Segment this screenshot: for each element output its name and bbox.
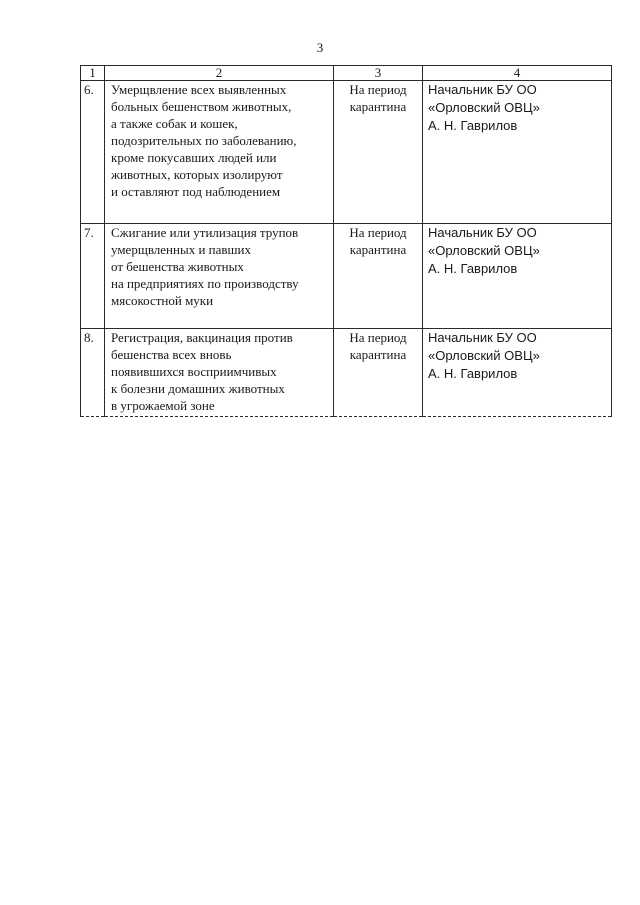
row-number: 7. xyxy=(81,224,105,329)
action-line: Регистрация, вакцинация против xyxy=(111,330,293,345)
responsible-line: Начальник БУ ОО xyxy=(428,82,537,97)
responsible-line: «Орловский ОВЦ» xyxy=(428,243,540,258)
term-line: карантина xyxy=(349,242,407,257)
action-line: больных бешенством животных, xyxy=(111,99,292,114)
header-col-1: 1 xyxy=(81,66,105,81)
responsible-line: «Орловский ОВЦ» xyxy=(428,100,540,115)
term-cell xyxy=(334,329,423,417)
action-line: Сжигание или утилизация трупов xyxy=(111,225,299,240)
action-line: кроме покусавших людей или xyxy=(111,150,277,165)
responsible-line: Начальник БУ ОО xyxy=(428,330,537,345)
header-row xyxy=(81,66,612,81)
term-cell xyxy=(334,81,423,224)
responsible-line: «Орловский ОВЦ» xyxy=(428,348,540,363)
action-cell xyxy=(105,224,334,329)
table-row xyxy=(81,329,612,417)
term-line: карантина xyxy=(349,99,407,114)
action-line: появившихся восприимчивых xyxy=(111,364,277,379)
action-line: в угрожаемой зоне xyxy=(111,398,215,413)
responsible-line: А. Н. Гаврилов xyxy=(428,261,518,276)
action-cell xyxy=(105,81,334,224)
term-line: На период xyxy=(349,225,407,240)
term-line: карантина xyxy=(349,347,407,362)
responsible-line: А. Н. Гаврилов xyxy=(428,118,518,133)
action-line: бешенства всех вновь xyxy=(111,347,232,362)
action-line: подозрительных по заболеванию, xyxy=(111,133,297,148)
term-cell xyxy=(334,224,423,329)
term-line: На период xyxy=(349,82,407,97)
action-line: к болезни домашних животных xyxy=(111,381,285,396)
row-number: 6. xyxy=(81,81,105,224)
action-line: Умерщвление всех выявленных xyxy=(111,82,287,97)
table-row xyxy=(81,224,612,329)
responsible-cell xyxy=(423,329,612,417)
action-line: умерщвленных и павших xyxy=(111,242,251,257)
header-col-2: 2 xyxy=(105,66,334,81)
responsible-cell xyxy=(423,81,612,224)
action-line: на предприятиях по производству xyxy=(111,276,299,291)
action-line: а также собак и кошек, xyxy=(111,116,238,131)
header-col-3: 3 xyxy=(334,66,423,81)
action-line: животных, которых изолируют xyxy=(111,167,283,182)
table-row xyxy=(81,81,612,224)
action-line: и оставляют под наблюдением xyxy=(111,184,281,199)
row-number: 8. xyxy=(81,329,105,417)
responsible-line: А. Н. Гаврилов xyxy=(428,366,518,381)
page-number: 3 xyxy=(316,40,324,55)
action-cell xyxy=(105,329,334,417)
responsible-line: Начальник БУ ОО xyxy=(428,225,537,240)
measures-table xyxy=(80,65,612,417)
action-line: мясокостной муки xyxy=(111,293,214,308)
term-line: На период xyxy=(349,330,407,345)
header-col-4: 4 xyxy=(423,66,612,81)
responsible-cell xyxy=(423,224,612,329)
action-line: от бешенства животных xyxy=(111,259,244,274)
